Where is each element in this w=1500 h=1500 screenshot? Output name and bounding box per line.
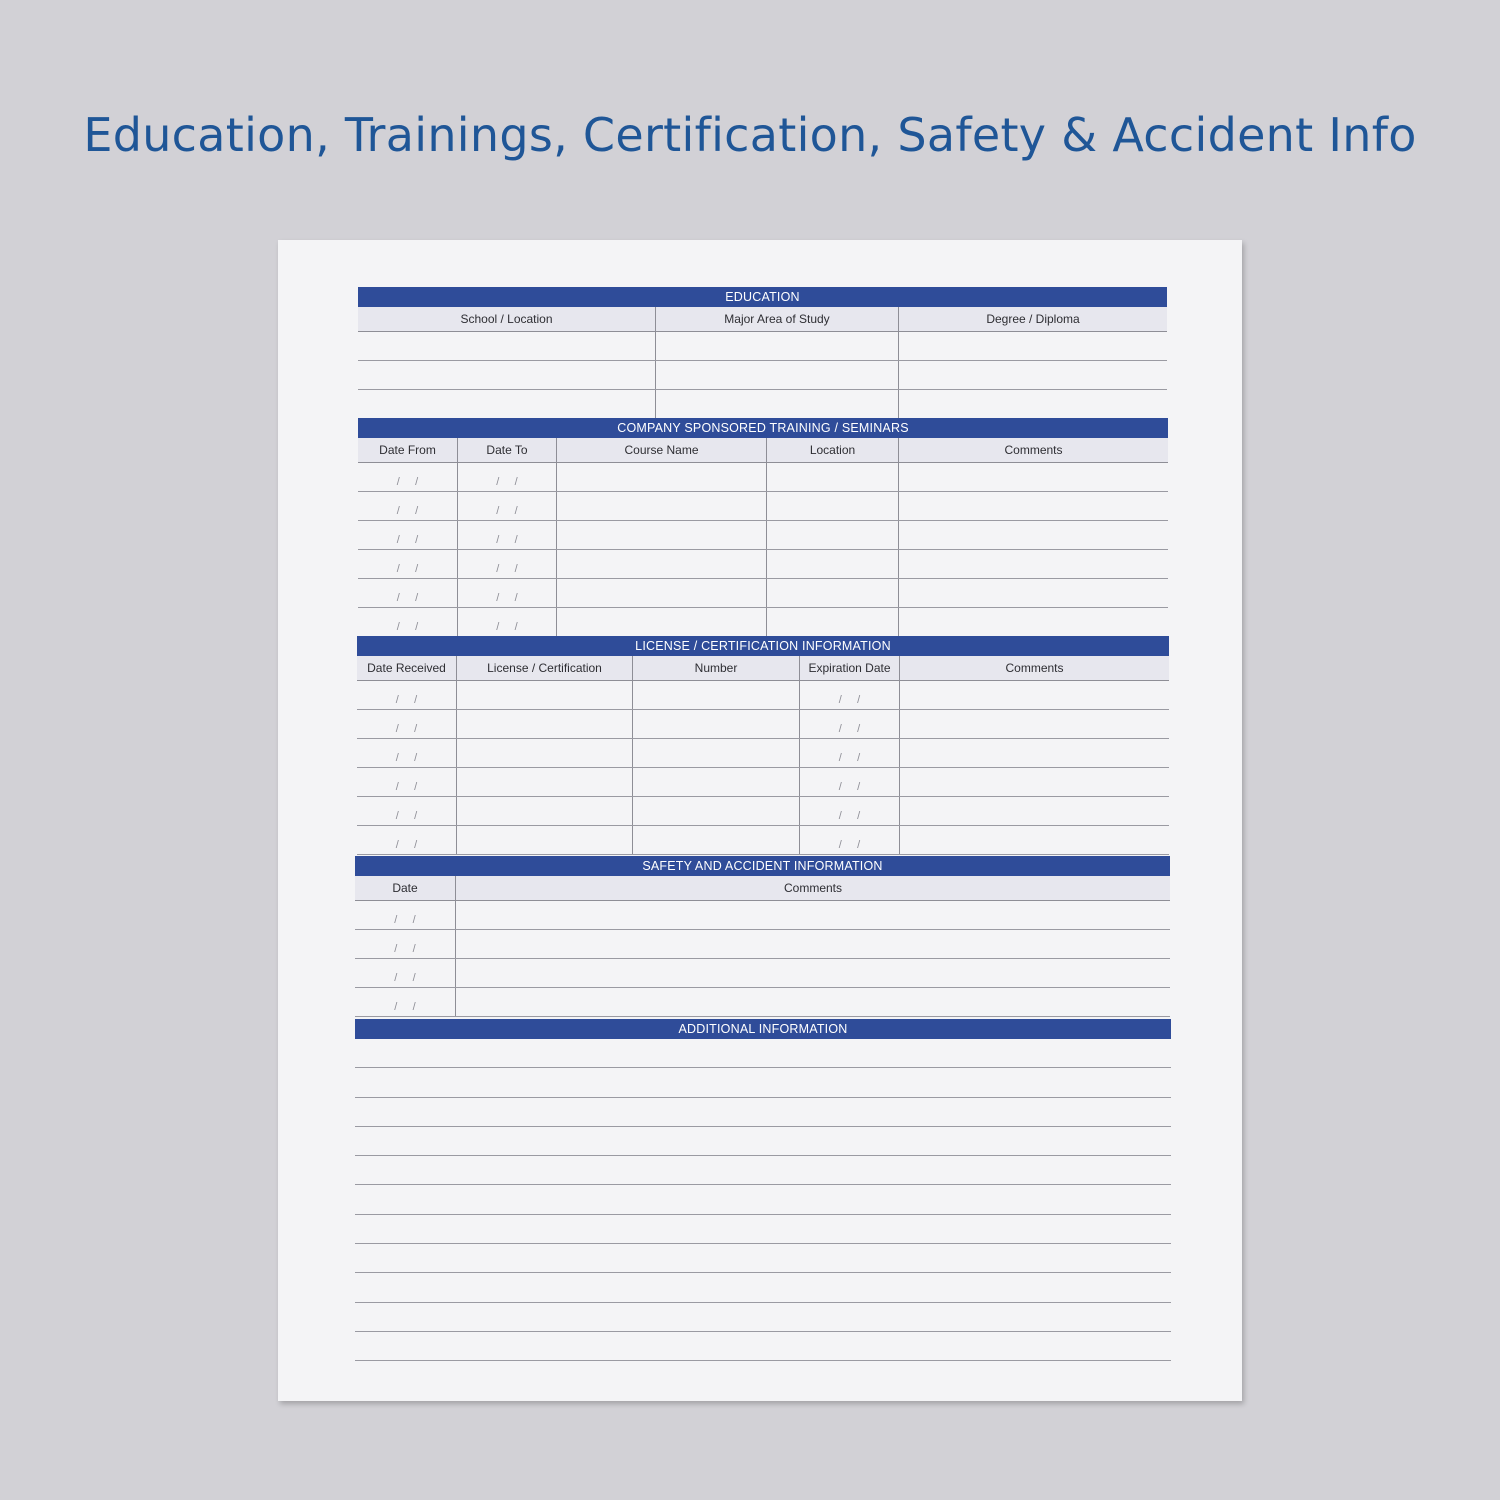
additional-line[interactable] xyxy=(355,1098,1171,1127)
license-cell[interactable] xyxy=(899,797,1169,825)
education-cell[interactable] xyxy=(655,390,898,418)
license-cell[interactable] xyxy=(632,681,799,709)
training-cell[interactable] xyxy=(457,550,556,578)
date-slash-placeholder: / / xyxy=(838,810,861,822)
training-row xyxy=(358,608,1168,637)
training-cell[interactable] xyxy=(457,463,556,491)
training-cell[interactable] xyxy=(358,579,457,607)
date-slash-placeholder: / / xyxy=(838,781,861,793)
col-comments: Comments xyxy=(898,438,1168,462)
education-header-row xyxy=(358,307,1167,332)
form-sheet xyxy=(278,240,1242,1401)
training-cell[interactable] xyxy=(766,521,898,549)
license-cell[interactable] xyxy=(899,739,1169,767)
training-cell[interactable] xyxy=(556,550,766,578)
training-cell[interactable] xyxy=(898,492,1168,520)
safety-header-row xyxy=(355,876,1170,901)
education-cell[interactable] xyxy=(898,332,1167,360)
training-cell[interactable] xyxy=(556,492,766,520)
date-slash-placeholder: / / xyxy=(395,781,418,793)
safety-cell[interactable] xyxy=(355,901,455,929)
additional-line[interactable] xyxy=(355,1273,1171,1302)
license-cell[interactable] xyxy=(456,797,632,825)
col-date-received: Date Received xyxy=(367,661,446,675)
training-header-row xyxy=(358,438,1168,463)
training-cell[interactable] xyxy=(457,579,556,607)
safety-cell[interactable] xyxy=(355,988,455,1016)
license-cell[interactable] xyxy=(799,681,899,709)
safety-cell[interactable] xyxy=(355,930,455,958)
license-cell[interactable] xyxy=(632,768,799,796)
additional-section xyxy=(355,1019,1171,1361)
training-row xyxy=(358,463,1168,492)
date-slash-placeholder: / / xyxy=(394,943,416,955)
safety-cell[interactable] xyxy=(455,988,1170,1016)
safety-cell[interactable] xyxy=(455,930,1170,958)
education-cell[interactable] xyxy=(655,361,898,389)
date-slash-placeholder: / / xyxy=(396,563,419,575)
training-cell[interactable] xyxy=(457,492,556,520)
license-cell[interactable] xyxy=(357,710,456,738)
col-major-area: Major Area of Study xyxy=(655,307,898,331)
date-slash-placeholder: / / xyxy=(396,534,419,546)
safety-cell[interactable] xyxy=(455,901,1170,929)
additional-line[interactable] xyxy=(355,1215,1171,1244)
license-cell[interactable] xyxy=(357,768,456,796)
col-expiration-date: Expiration Date xyxy=(799,656,899,680)
date-slash-placeholder: / / xyxy=(838,839,861,851)
training-cell[interactable] xyxy=(766,463,898,491)
education-cell[interactable] xyxy=(358,332,655,360)
training-cell[interactable] xyxy=(358,608,457,636)
date-slash-placeholder: / / xyxy=(395,723,418,735)
training-row xyxy=(358,492,1168,521)
training-cell[interactable] xyxy=(556,579,766,607)
license-cell[interactable] xyxy=(357,797,456,825)
training-title: COMPANY SPONSORED TRAINING / SEMINARS xyxy=(358,418,1168,438)
training-cell[interactable] xyxy=(898,550,1168,578)
col-safety-comments: Comments xyxy=(455,876,1170,900)
training-cell[interactable] xyxy=(556,463,766,491)
license-cell[interactable] xyxy=(899,710,1169,738)
date-slash-placeholder: / / xyxy=(396,621,419,633)
training-cell[interactable] xyxy=(556,521,766,549)
license-cell[interactable] xyxy=(357,681,456,709)
date-slash-placeholder: / / xyxy=(396,592,419,604)
training-cell[interactable] xyxy=(766,550,898,578)
date-slash-placeholder: / / xyxy=(496,505,518,517)
training-cell[interactable] xyxy=(358,521,457,549)
date-slash-placeholder: / / xyxy=(394,1001,416,1013)
date-slash-placeholder: / / xyxy=(396,476,419,488)
license-cell[interactable] xyxy=(899,681,1169,709)
date-slash-placeholder: / / xyxy=(496,534,518,546)
training-cell[interactable] xyxy=(457,521,556,549)
license-cell[interactable] xyxy=(899,768,1169,796)
license-cell[interactable] xyxy=(799,797,899,825)
license-cell[interactable] xyxy=(632,826,799,854)
education-cell[interactable] xyxy=(358,390,655,418)
license-row xyxy=(357,681,1169,710)
safety-title: SAFETY AND ACCIDENT INFORMATION xyxy=(355,856,1170,876)
license-cell[interactable] xyxy=(456,681,632,709)
license-cell[interactable] xyxy=(357,826,456,854)
col-location: Location xyxy=(766,438,898,462)
education-cell[interactable] xyxy=(898,390,1167,418)
license-cell[interactable] xyxy=(799,768,899,796)
additional-line[interactable] xyxy=(355,1127,1171,1156)
training-cell[interactable] xyxy=(358,463,457,491)
date-slash-placeholder: / / xyxy=(496,476,518,488)
training-cell[interactable] xyxy=(766,608,898,636)
license-row xyxy=(357,797,1169,826)
col-date-to: Date To xyxy=(457,438,556,462)
license-cell[interactable] xyxy=(799,739,899,767)
training-cell[interactable] xyxy=(898,521,1168,549)
training-cell[interactable] xyxy=(766,492,898,520)
license-row xyxy=(357,768,1169,797)
training-cell[interactable] xyxy=(358,492,457,520)
col-number: Number xyxy=(632,656,799,680)
date-slash-placeholder: / / xyxy=(496,621,518,633)
license-cell[interactable] xyxy=(799,710,899,738)
date-slash-placeholder: / / xyxy=(395,694,418,706)
license-cell[interactable] xyxy=(357,739,456,767)
col-degree-diploma: Degree / Diploma xyxy=(898,307,1167,331)
date-slash-placeholder: / / xyxy=(838,694,861,706)
training-cell[interactable] xyxy=(457,608,556,636)
license-cell[interactable] xyxy=(456,826,632,854)
additional-title: ADDITIONAL INFORMATION xyxy=(355,1019,1171,1039)
additional-line[interactable] xyxy=(355,1185,1171,1214)
training-cell[interactable] xyxy=(556,608,766,636)
additional-line[interactable] xyxy=(355,1068,1171,1097)
license-cell[interactable] xyxy=(632,739,799,767)
license-header-row xyxy=(357,656,1169,681)
training-row xyxy=(358,579,1168,608)
training-cell[interactable] xyxy=(766,579,898,607)
date-slash-placeholder: / / xyxy=(395,752,418,764)
col-date-from: Date From xyxy=(379,443,436,457)
license-row xyxy=(357,710,1169,739)
license-cell[interactable] xyxy=(456,710,632,738)
additional-line[interactable] xyxy=(355,1039,1171,1068)
education-row xyxy=(358,390,1167,419)
additional-line[interactable] xyxy=(355,1303,1171,1332)
date-slash-placeholder: / / xyxy=(394,914,416,926)
date-slash-placeholder: / / xyxy=(838,752,861,764)
date-slash-placeholder: / / xyxy=(394,972,416,984)
education-title: EDUCATION xyxy=(358,287,1167,307)
license-cell[interactable] xyxy=(632,710,799,738)
license-cell[interactable] xyxy=(456,739,632,767)
license-cell[interactable] xyxy=(899,826,1169,854)
education-cell[interactable] xyxy=(898,361,1167,389)
education-cell[interactable] xyxy=(655,332,898,360)
date-slash-placeholder: / / xyxy=(496,592,518,604)
col-school-location: School / Location xyxy=(460,312,553,326)
education-row xyxy=(358,361,1167,390)
col-license-certification: License / Certification xyxy=(456,656,632,680)
date-slash-placeholder: / / xyxy=(496,563,518,575)
license-section xyxy=(357,636,1169,855)
training-cell[interactable] xyxy=(898,579,1168,607)
safety-cell[interactable] xyxy=(355,959,455,987)
date-slash-placeholder: / / xyxy=(395,839,418,851)
safety-row xyxy=(355,901,1170,930)
license-row xyxy=(357,826,1169,855)
page-headline: Education, Trainings, Certification, Safety & Accident Info xyxy=(83,108,1417,162)
education-cell[interactable] xyxy=(358,361,655,389)
license-title: LICENSE / CERTIFICATION INFORMATION xyxy=(357,636,1169,656)
training-row xyxy=(358,521,1168,550)
additional-line[interactable] xyxy=(355,1332,1171,1361)
training-cell[interactable] xyxy=(898,463,1168,491)
safety-row xyxy=(355,988,1170,1017)
additional-line[interactable] xyxy=(355,1244,1171,1273)
education-row xyxy=(358,332,1167,361)
license-cell[interactable] xyxy=(456,768,632,796)
license-cell[interactable] xyxy=(799,826,899,854)
date-slash-placeholder: / / xyxy=(396,505,419,517)
license-row xyxy=(357,739,1169,768)
training-row xyxy=(358,550,1168,579)
training-cell[interactable] xyxy=(358,550,457,578)
safety-cell[interactable] xyxy=(455,959,1170,987)
training-section xyxy=(358,418,1168,637)
safety-row xyxy=(355,959,1170,988)
safety-row xyxy=(355,930,1170,959)
education-section xyxy=(358,287,1167,419)
col-license-comments: Comments xyxy=(899,656,1169,680)
col-course-name: Course Name xyxy=(556,438,766,462)
training-cell[interactable] xyxy=(898,608,1168,636)
date-slash-placeholder: / / xyxy=(838,723,861,735)
date-slash-placeholder: / / xyxy=(395,810,418,822)
additional-line[interactable] xyxy=(355,1156,1171,1185)
license-cell[interactable] xyxy=(632,797,799,825)
col-safety-date: Date xyxy=(392,881,418,895)
safety-section xyxy=(355,856,1170,1017)
